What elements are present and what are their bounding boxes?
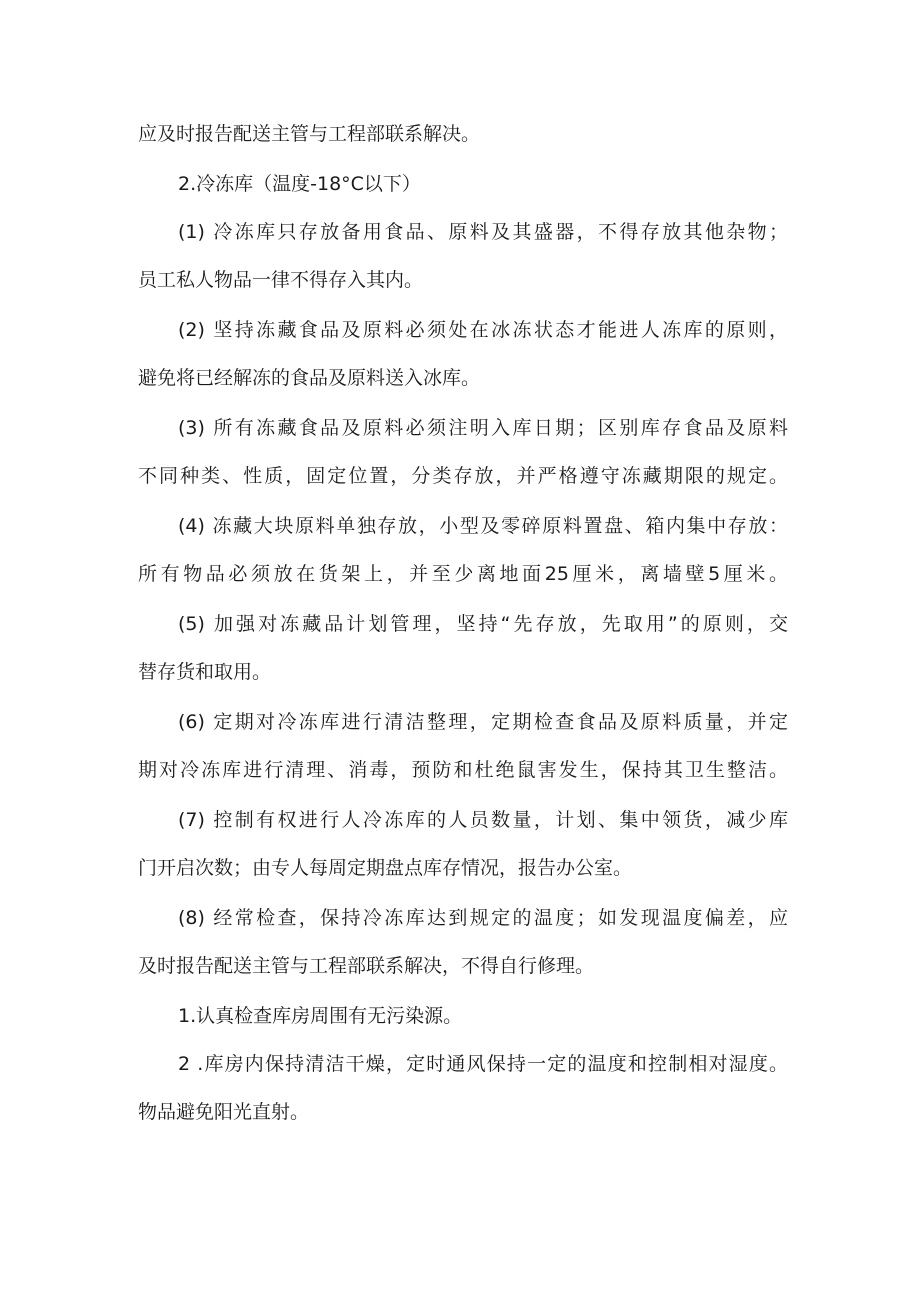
paragraph-line: 门开启次数；由专人每周定期盘点库存情况，报告办公室。 [138,857,633,879]
paragraph-line: (4) 冻藏大块原料单独存放，小型及零碎原料置盘、箱内集中存放： [178,515,788,537]
paragraph-line: (3) 所有冻藏食品及原料必须注明入库日期；区别库存食品及原料 [178,417,788,439]
paragraph-line: 物品避免阳光直射。 [138,1101,310,1123]
paragraph-line: 避免将已经解冻的食品及原料送入冰库。 [138,367,481,389]
paragraph-line: (5) 加强对冻藏品计划管理，坚持“先存放，先取用”的原则，交 [178,613,788,635]
paragraph-line: 及时报告配送主管与工程部联系解决，不得自行修理。 [138,955,595,977]
paragraph-line: 期对冷冻库进行清理、消毒，预防和杜绝鼠害发生，保持其卫生整洁。 [138,759,788,781]
paragraph-line: (1) 冷冻库只存放备用食品、原料及其盛器，不得存放其他杂物； [178,221,788,243]
paragraph-line: (6) 定期对冷冻库进行清洁整理，定期检查食品及原料质量，并定 [178,711,788,733]
paragraph-line: (8) 经常检查，保持冷冻库达到规定的温度；如发现温度偏差，应 [178,907,788,929]
paragraph-line: 不同种类、性质，固定位置，分类存放，并严格遵守冻藏期限的规定。 [138,465,788,487]
paragraph-line: (2) 坚持冻藏食品及原料必须处在冰冻状态才能进人冻库的原则， [178,319,788,341]
paragraph-line: 应及时报告配送主管与工程部联系解决。 [138,123,481,145]
paragraph-line: (7) 控制有权进行人冷冻库的人员数量，计划、集中领货，减少库 [178,809,788,831]
list-item: 1.认真检查库房周围有无污染源。 [178,1005,463,1027]
section-heading: 2.冷冻库（温度-18°C以下） [178,173,421,195]
paragraph-line: 替存货和取用。 [138,661,272,683]
paragraph-line: 员工私人物品一律不得存入其内。 [138,269,424,291]
paragraph-line: 所有物品必须放在货架上，并至少离地面25厘米，离墙壁5厘米。 [138,563,788,585]
list-item: 2 .库房内保持清洁干燥，定时通风保持一定的温度和控制相对湿度。 [178,1053,788,1075]
